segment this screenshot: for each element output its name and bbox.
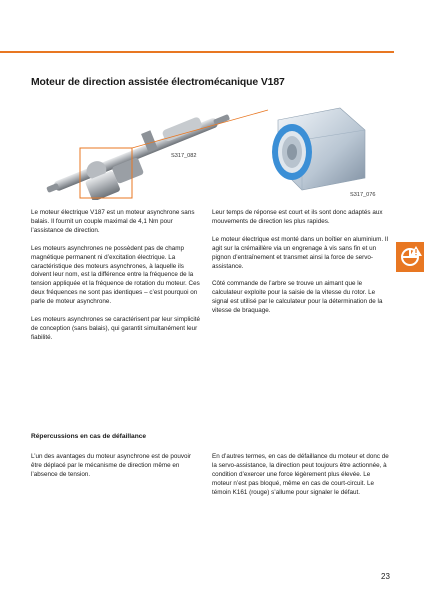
paragraph: Côté commande de l’arbre se trouve un aimant que le calculateur exploite pour la saisie de la vitesse du rotor. Le signal est utilisé par le calculateur pour la détermination de la vitesse de braquage. — [212, 280, 383, 315]
steering-rack — [41, 101, 240, 200]
motor-detail — [272, 108, 365, 190]
chapter-tab — [396, 242, 424, 272]
paragraph: En d’autres termes, en cas de défaillance du moteur et donc de la servo-assistance, la direction peut toujours être actionnée, à condition d’exercer une force légèrement plus élevée. Le moteur n’est pas bloqué, même en cas de court-circuit. Le témoin K161 (rouge) s’allume pour signaler le défaut. — [212, 453, 389, 496]
paragraph: Leur temps de réponse est court et ils sont donc adaptés aux mouvements de direction les plus rapides. — [212, 209, 383, 225]
page-number: 23 — [381, 572, 390, 581]
steering-warning-icon — [396, 242, 424, 272]
steering-rack-illustration — [40, 100, 380, 200]
figure-code-right: S317_076 — [350, 192, 376, 198]
text-column-1 — [31, 209, 201, 352]
figure-code-left: S317_082 — [171, 153, 197, 159]
text-column-2 — [212, 209, 390, 325]
connector-line — [132, 110, 268, 148]
paragraph: Le moteur électrique est monté dans un boîtier en aluminium. Il agit sur la crémaillère via un engrenage à vis sans fin et un pignon d’entraînement et transmet ainsi la force de servo-assistance. — [212, 235, 389, 270]
section-subheading: Répercussions en cas de défaillance — [31, 433, 147, 440]
header-accent-bar — [0, 51, 394, 53]
paragraph: Les moteurs asynchrones se caractérisent par leur simplicité de conception (sans balais), qui garantit simultanément leur fiabilité. — [31, 316, 201, 341]
paragraph: Les moteurs asynchrones ne possèdent pas de champ magnétique permanent ni d’excitation électrique. La caractéristique des moteurs asynchrones, à laquelle ils doivent leur nom, est la différence entre la fréquence de la tension appliquée et la fréquence de rotation du moteur. Ces deux fréquences ne sont pas identiques – c’est pourquoi on parle de moteur asynchrone. — [31, 244, 200, 306]
page-title: Moteur de direction assistée électromécanique V187 — [31, 77, 285, 88]
paragraph: Le moteur électrique V187 est un moteur asynchrone sans balais. Il fournit un couple maximal de 4,1 Nm pour l’assistance de direction. — [31, 209, 195, 234]
paragraph: L’un des avantages du moteur asynchrone est de pouvoir être déplacé par le mécanisme de direction même en l’absence de tension. — [31, 453, 191, 478]
text-column-4 — [212, 453, 390, 507]
text-column-3 — [31, 453, 203, 489]
